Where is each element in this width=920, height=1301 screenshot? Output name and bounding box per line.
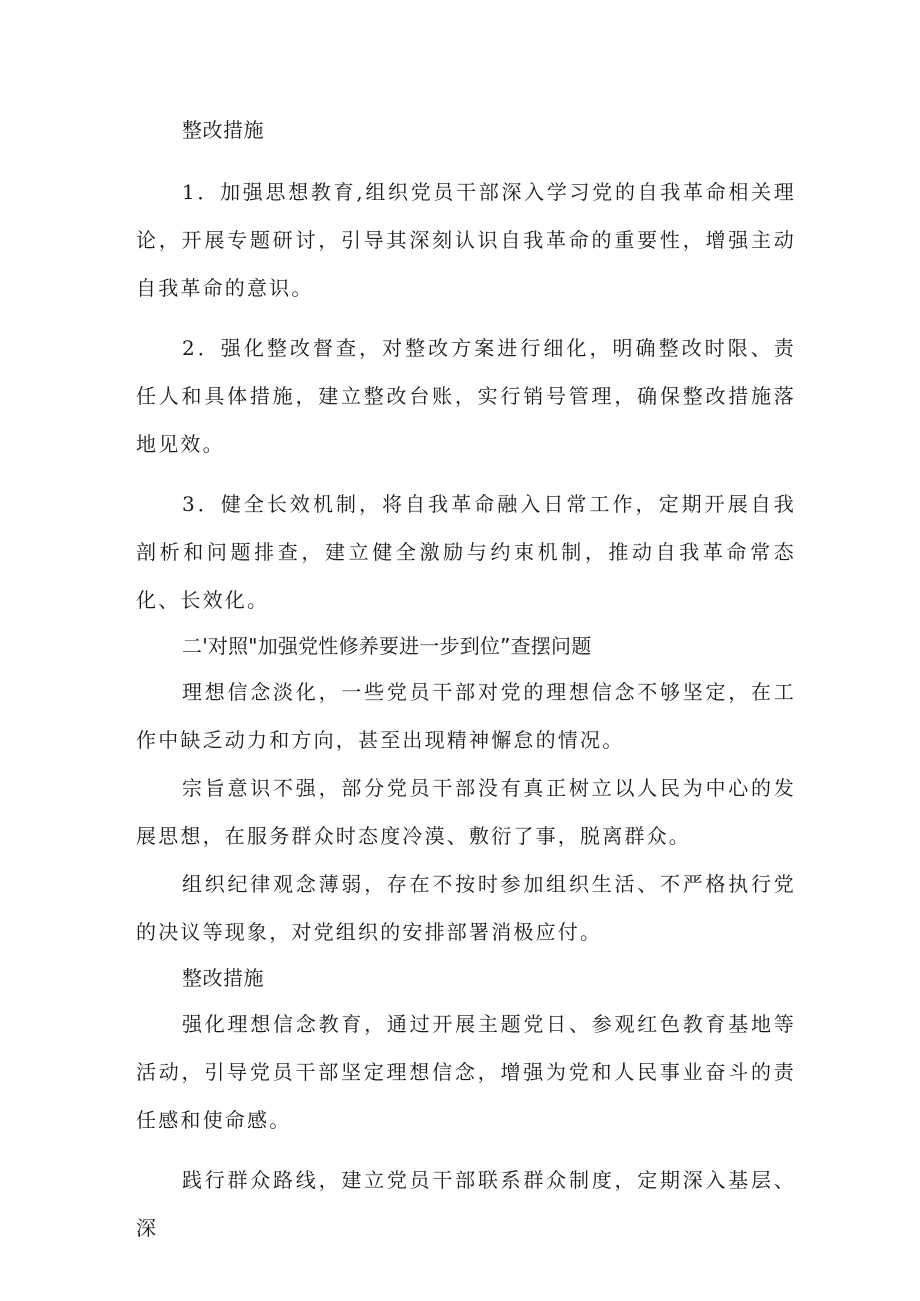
section-heading-party-spirit: 二'对照"加强党性修养要进一步到位”查摆问题 xyxy=(182,634,592,658)
paragraph-problem-ideals: 理想信念淡化，一些党员干部对党的理想信念不够坚定，在工作中缺乏动力和方向，甚至出现精神懈怠的情况。 xyxy=(136,680,796,752)
paragraph-measure-ideals-education: 强化理想信念教育，通过开展主题党日、参观红色教育基地等活动，引导党员干部坚定理想信念，增强为党和人民事业奋斗的责任感和使命感。 xyxy=(136,1012,796,1132)
document-body xyxy=(136,108,796,1252)
paragraph-measure-mass-line: 践行群众路线，建立党员干部联系群众制度，定期深入基层、深 xyxy=(136,1168,796,1240)
paragraph-problem-discipline: 组织纪律观念薄弱，存在不按时参加组织生活、不严格执行党的决议等现象，对党组织的安排部署消极应付。 xyxy=(136,872,796,944)
section-heading-rectification: 整改措施 xyxy=(182,118,264,142)
paragraph-measure-3: 3．健全长效机制，将自我革命融入日常工作，定期开展自我剖析和问题排查，建立健全激励与约束机制，推动自我革命常态化、长效化。 xyxy=(136,492,796,612)
paragraph-measure-2: 2．强化整改督查，对整改方案进行细化，明确整改时限、责任人和具体措施，建立整改台账，实行销号管理，确保整改措施落地见效。 xyxy=(136,336,796,456)
paragraph-measure-1: 1．加强思想教育,组织党员干部深入学习党的自我革命相关理论，开展专题研讨，引导其深刻认识自我革命的重要性，增强主动自我革命的意识。 xyxy=(136,180,796,300)
paragraph-problem-purpose: 宗旨意识不强，部分党员干部没有真正树立以人民为中心的发展思想，在服务群众时态度冷漠、敷衍了事，脱离群众。 xyxy=(136,776,796,848)
section-heading-rectification-2: 整改措施 xyxy=(182,966,264,990)
